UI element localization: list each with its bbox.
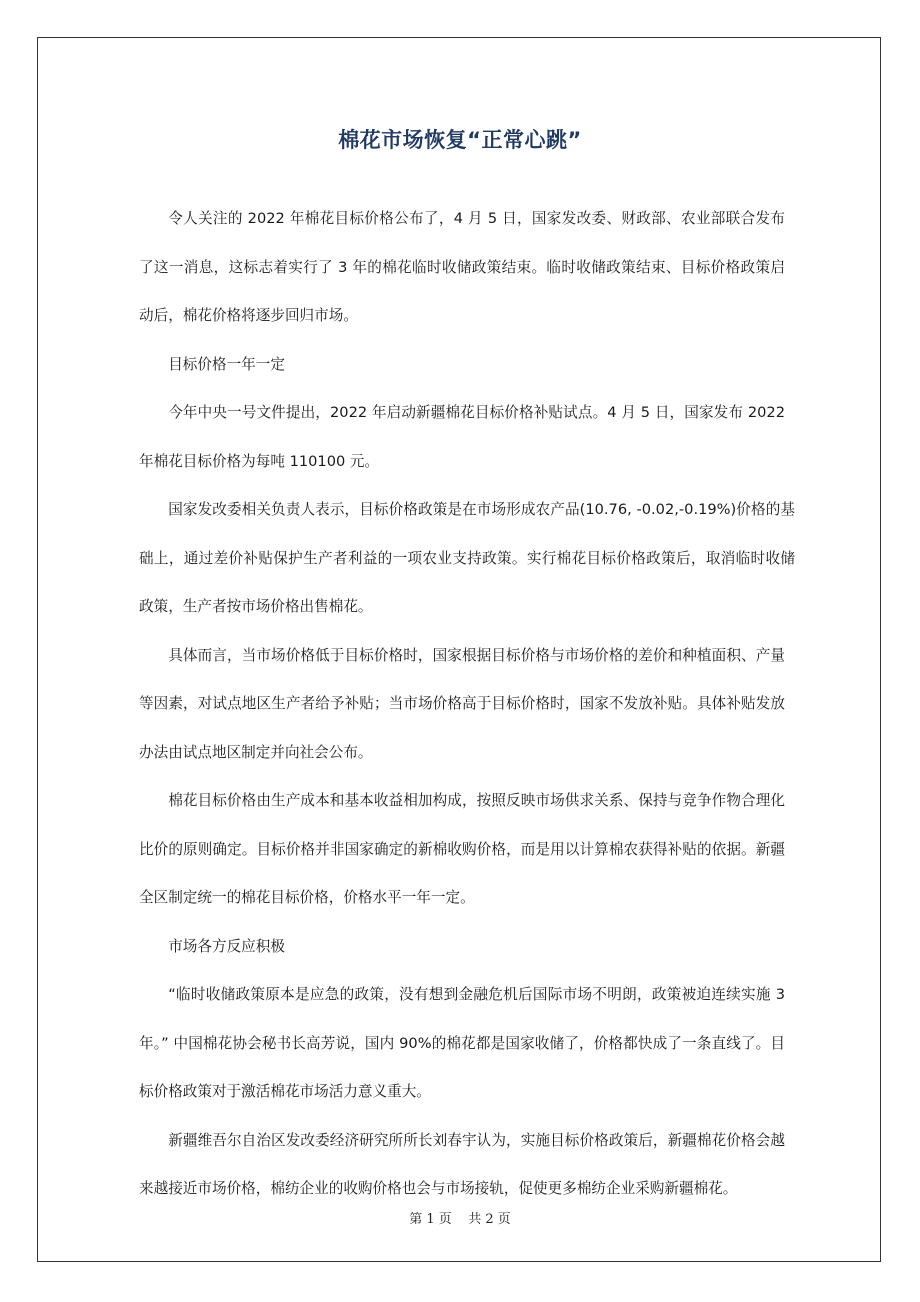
document-body <box>139 195 795 1214</box>
paragraph-subsidy-details: 具体而言，当市场价格低于目标价格时，国家根据目标价格与市场价格的差价和种植面积、产量等因素，对试点地区生产者给予补贴；当市场价格高于目标价格时，国家不发放补贴。具体补贴发放办法由试点地区制定并向社会公布。 <box>139 646 785 761</box>
paragraph-association-quote: “临时收储政策原本是应急的政策，没有想到金融危机后国际市场不明朗，政策被迫连续实施 3 年。” 中国棉花协会秘书长高芳说，国内 90%的棉花都是国家收储了，价格都快成了一条直线了。目标价格政策对于激活棉花市场活力意义重大。 <box>139 986 785 1100</box>
paragraph-price-composition: 棉花目标价格由生产成本和基本收益相加构成，按照反映市场供求关系、保持与竞争作物合理化比价的原则确定。目标价格并非国家确定的新棉收购价格，而是用以计算棉农获得补贴的依据。新疆全区制定统一的棉花目标价格，价格水平一年一定。 <box>139 792 785 906</box>
paragraph-intro: 令人关注的 2022 年棉花目标价格公布了，4 月 5 日，国家发改委、财政部、农业部联合发布了这一消息，这标志着实行了 3 年的棉花临时收储政策结束。临时收储政策结束、目标价格政策启动后，棉花价格将逐步回归市场。 <box>139 210 785 324</box>
section-heading-market-reaction: 市场各方反应积极 <box>168 937 285 955</box>
paragraph-policy-explanation: 国家发改委相关负责人表示，目标价格政策是在市场形成农产品(10.76, -0.02,-0.19%)价格的基础上，通过差价补贴保护生产者利益的一项农业支持政策。实行棉花目标价格政策后，取消临时收储政策，生产者按市场价格出售棉花。 <box>139 501 795 615</box>
paragraph-xinjiang-view: 新疆维吾尔自治区发改委经济研究所所长刘春宇认为，实施目标价格政策后，新疆棉花价格会越来越接近市场价格，棉纺企业的收购价格也会与市场接轨，促使更多棉纺企业采购新疆棉花。 <box>139 1131 785 1197</box>
page-number-footer: 第 1 页 共 2 页 <box>409 1212 511 1227</box>
section-heading-target-price: 目标价格一年一定 <box>168 355 285 373</box>
paragraph-announcement: 今年中央一号文件提出，2022 年启动新疆棉花目标价格补贴试点。4 月 5 日，国家发布 2022 年棉花目标价格为每吨 110100 元。 <box>139 404 785 470</box>
document-title: 棉花市场恢复“正常心跳” <box>338 128 582 152</box>
